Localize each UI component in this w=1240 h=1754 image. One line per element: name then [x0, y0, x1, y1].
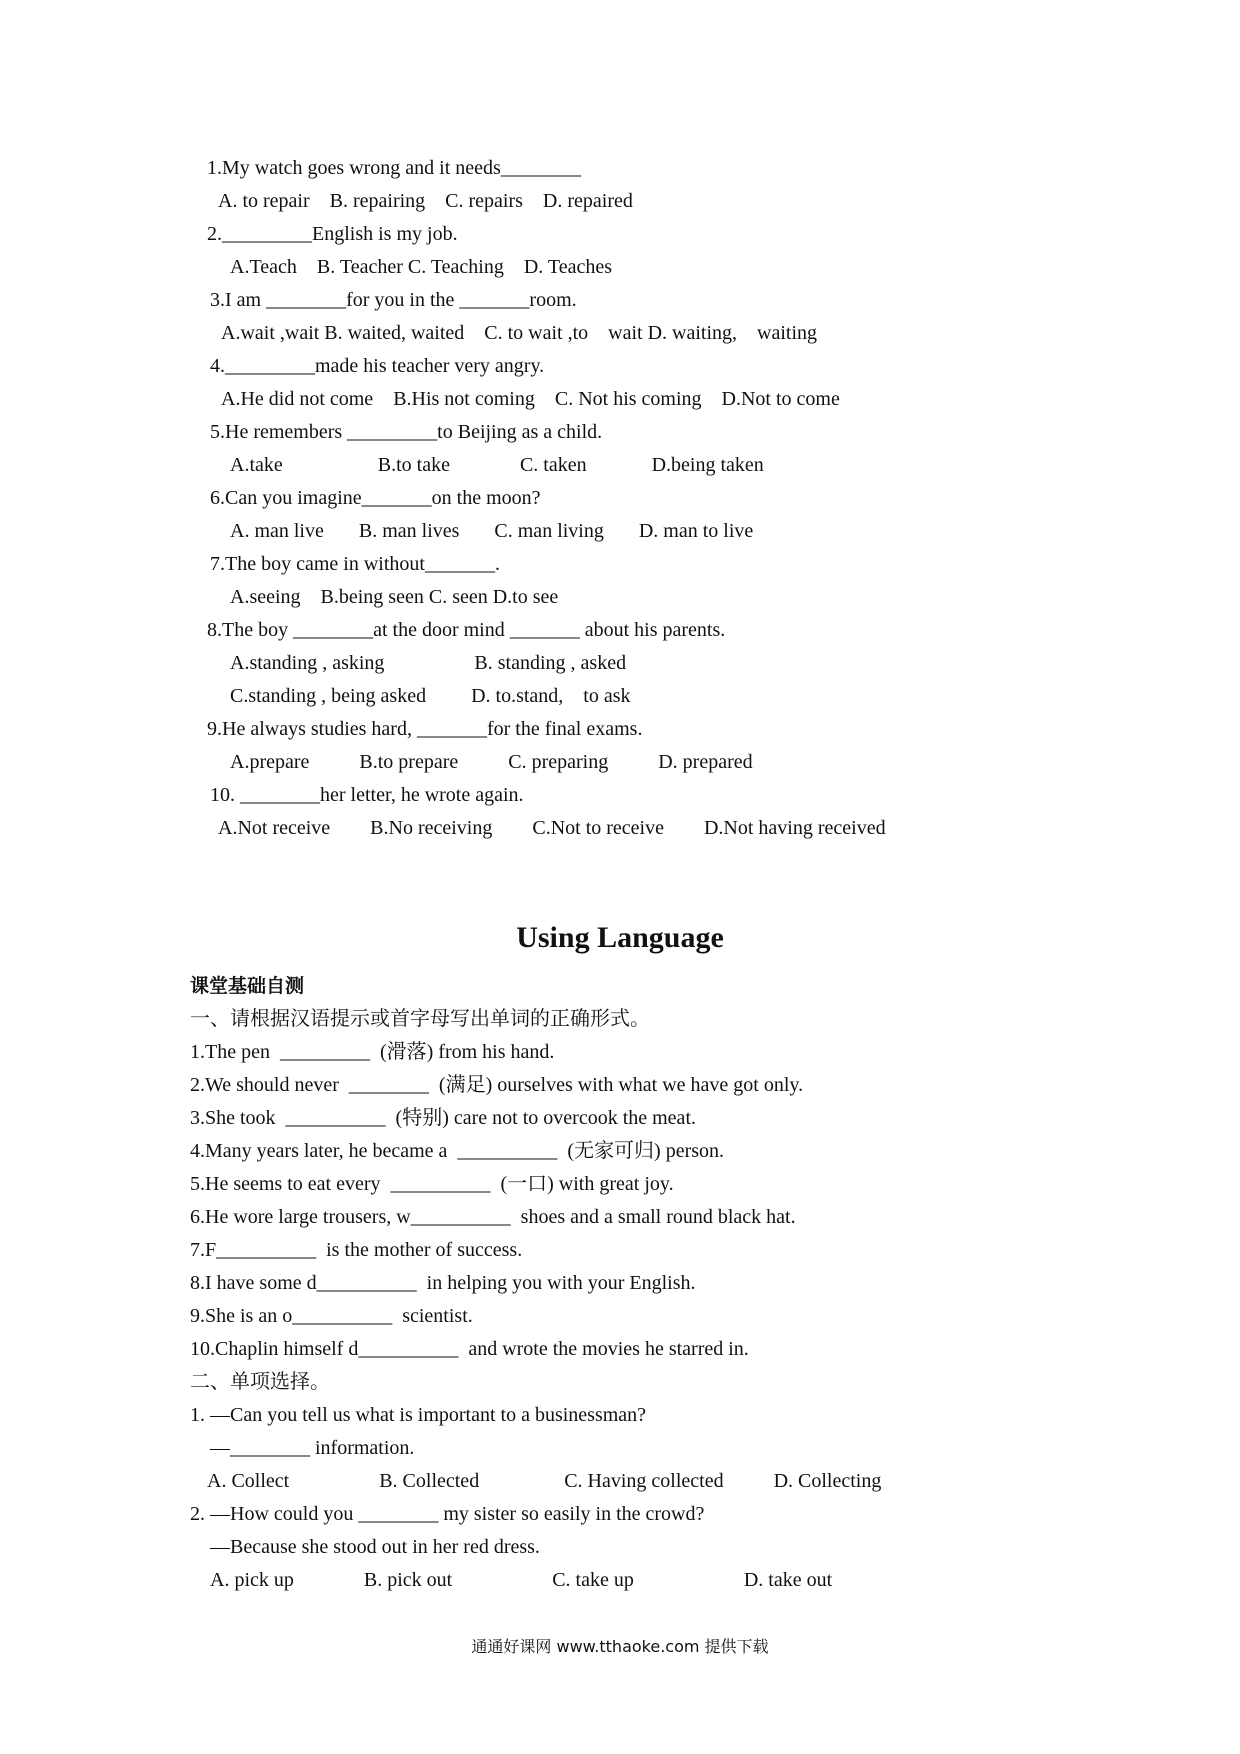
question-1: 1.My watch goes wrong and it needs________: [207, 157, 581, 179]
choice-question-1: 1. —Can you tell us what is important to a businessman?: [190, 1404, 647, 1426]
question-10: 10. ________her letter, he wrote again.: [210, 784, 524, 806]
fill-in-item-6: 6.He wore large trousers, w__________ shoes and a small round black hat.: [190, 1206, 796, 1228]
question-9: 9.He always studies hard, _______for the final exams.: [207, 718, 643, 740]
question-7: 7.The boy came in without_______.: [210, 553, 500, 575]
choice-question-2-reply: —Because she stood out in her red dress.: [210, 1536, 540, 1558]
fill-in-item-2: 2.We should never ________ (满足) ourselves with what we have got only.: [190, 1074, 804, 1096]
exercise-2-instruction: 二、单项选择。: [190, 1371, 330, 1393]
choice-question-1-options: A. Collect B. Collected C. Having collected D. Collecting: [207, 1470, 882, 1492]
fill-in-item-7: 7.F__________ is the mother of success.: [190, 1239, 523, 1261]
question-2: 2._________English is my job.: [207, 223, 458, 245]
fill-in-item-3: 3.She took __________ (特别) care not to overcook the meat.: [190, 1107, 696, 1129]
question-8: 8.The boy ________at the door mind _______ about his parents.: [207, 619, 726, 641]
choice-question-2: 2. —How could you ________ my sister so easily in the crowd?: [190, 1503, 705, 1525]
section-heading: 课堂基础自测: [190, 975, 305, 997]
question-2-options: A.Teach B. Teacher C. Teaching D. Teaches: [230, 256, 613, 278]
question-1-options: A. to repair B. repairing C. repairs D. repaired: [218, 190, 633, 212]
fill-in-item-8: 8.I have some d__________ in helping you with your English.: [190, 1272, 696, 1294]
question-9-options: A.prepare B.to prepare C. preparing D. prepared: [230, 751, 753, 773]
question-7-options: A.seeing B.being seen C. seen D.to see: [230, 586, 559, 608]
question-5: 5.He remembers _________to Beijing as a child.: [210, 421, 603, 443]
fill-in-item-9: 9.She is an o__________ scientist.: [190, 1305, 473, 1327]
fill-in-item-4: 4.Many years later, he became a __________ (无家可归) person.: [190, 1140, 725, 1162]
question-3: 3.I am ________for you in the _______room.: [210, 289, 577, 311]
question-6-options: A. man live B. man lives C. man living D. man to live: [230, 520, 754, 542]
question-8-options-row2: C.standing , being asked D. to.stand, to ask: [230, 685, 631, 707]
question-4-options: A.He did not come B.His not coming C. Not his coming D.Not to come: [221, 388, 840, 410]
question-10-options: A.Not receive B.No receiving C.Not to receive D.Not having received: [218, 817, 886, 839]
page-footer: 通通好课网 www.tthaoke.com 提供下载: [471, 1637, 769, 1656]
fill-in-item-1: 1.The pen _________ (滑落) from his hand.: [190, 1041, 555, 1063]
question-8-options-row1: A.standing , asking B. standing , asked: [230, 652, 627, 674]
fill-in-item-5: 5.He seems to eat every __________ (一口) with great joy.: [190, 1173, 674, 1195]
fill-in-item-10: 10.Chaplin himself d__________ and wrote the movies he starred in.: [190, 1338, 749, 1360]
choice-question-2-options: A. pick up B. pick out C. take up D. take out: [210, 1569, 833, 1591]
question-4: 4._________made his teacher very angry.: [210, 355, 545, 377]
choice-question-1-reply: —________ information.: [210, 1437, 415, 1459]
question-5-options: A.take B.to take C. taken D.being taken: [230, 454, 764, 476]
question-6: 6.Can you imagine_______on the moon?: [210, 487, 541, 509]
exercise-1-instruction: 一、请根据汉语提示或首字母写出单词的正确形式。: [190, 1008, 650, 1030]
question-3-options: A.wait ,wait B. waited, waited C. to wait ,to wait D. waiting, waiting: [221, 322, 818, 344]
section-title: Using Language: [516, 921, 724, 954]
